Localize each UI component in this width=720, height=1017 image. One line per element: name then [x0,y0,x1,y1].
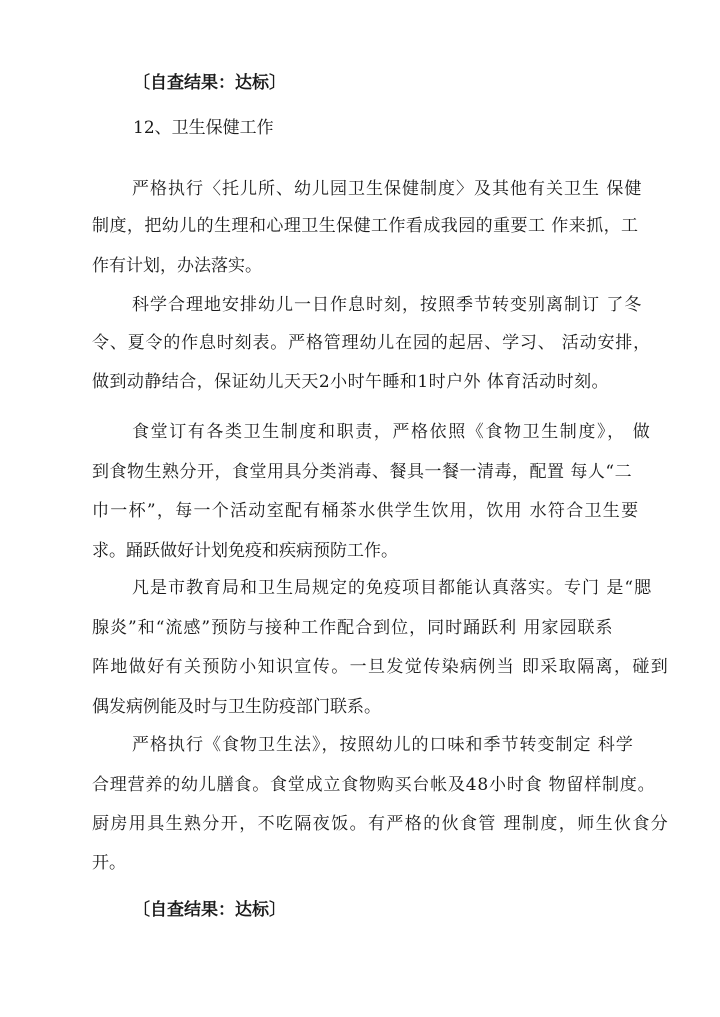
paragraph-3-line-4: 求。踊跃做好计划免疫和疾病预防工作。 [92,541,398,561]
self-check-result-top: 〔自查结果：达标〕 [133,73,286,93]
paragraph-5-line-4: 开。 [92,853,126,873]
paragraph-4-line-4: 偶发病例能及时与卫生防疫部门联系。 [92,697,381,717]
paragraph-3-line-2: 到食物生熟分开，食堂用具分类消毒、餐具一餐一清毒，配置 每人“二 [92,462,633,482]
paragraph-2-line-3: 做到动静结合，保证幼儿天天2小时午睡和1时户外 体育活动时刻。 [92,372,609,392]
self-check-result-bottom: 〔自查结果：达标〕 [133,900,286,920]
paragraph-4-line-3: 阵地做好有关预防小知识宣传。一旦发觉传染病例当 即采取隔离，碰到 [92,657,670,677]
paragraph-3-line-3: 巾一杯”，每一个活动室配有桶茶水供学生饮用，饮用 水符合卫生要 [92,501,640,521]
paragraph-4-line-1: 凡是市教育局和卫生局规定的免疫项目都能认真落实。专门 是“腮 [132,578,653,598]
paragraph-1-line-3: 作有计划，办法落实。 [92,256,262,276]
paragraph-5-line-2: 合理营养的幼儿膳食。食堂成立食物购买台帐及48小时食 物留样制度。 [92,775,656,795]
paragraph-5-line-1: 严格执行《食物卫生法》，按照幼儿的口味和季节转变制定 科学 [132,735,634,755]
paragraph-1-line-2: 制度，把幼儿的生理和心理卫生保健工作看成我园的重要工 作来抓，工 [92,216,639,236]
paragraph-2-line-1: 科学合理地安排幼儿一日作息时刻，按照季节转变别离制订 了冬 [132,295,643,315]
section-heading: 12、卫生保健工作 [133,118,274,138]
paragraph-1-line-1: 严格执行〈托儿所、幼儿园卫生保健制度〉及其他有关卫生 保健 [132,179,643,199]
paragraph-4-line-2: 腺炎”和“流感”预防与接种工作配合到位，同时踊跃利 用家园联系 [92,618,614,638]
paragraph-2-line-2: 令、夏令的作息时刻表。严格管理幼儿在园的起居、学习、 活动安排， [92,333,651,353]
paragraph-3-line-1: 食堂订有各类卫生制度和职责，严格依照《食物卫生制度》， 做 [132,422,652,442]
paragraph-5-line-3: 厨房用具生熟分开，不吃隔夜饭。有严格的伙食管 理制度，师生伙食分 [92,814,670,834]
